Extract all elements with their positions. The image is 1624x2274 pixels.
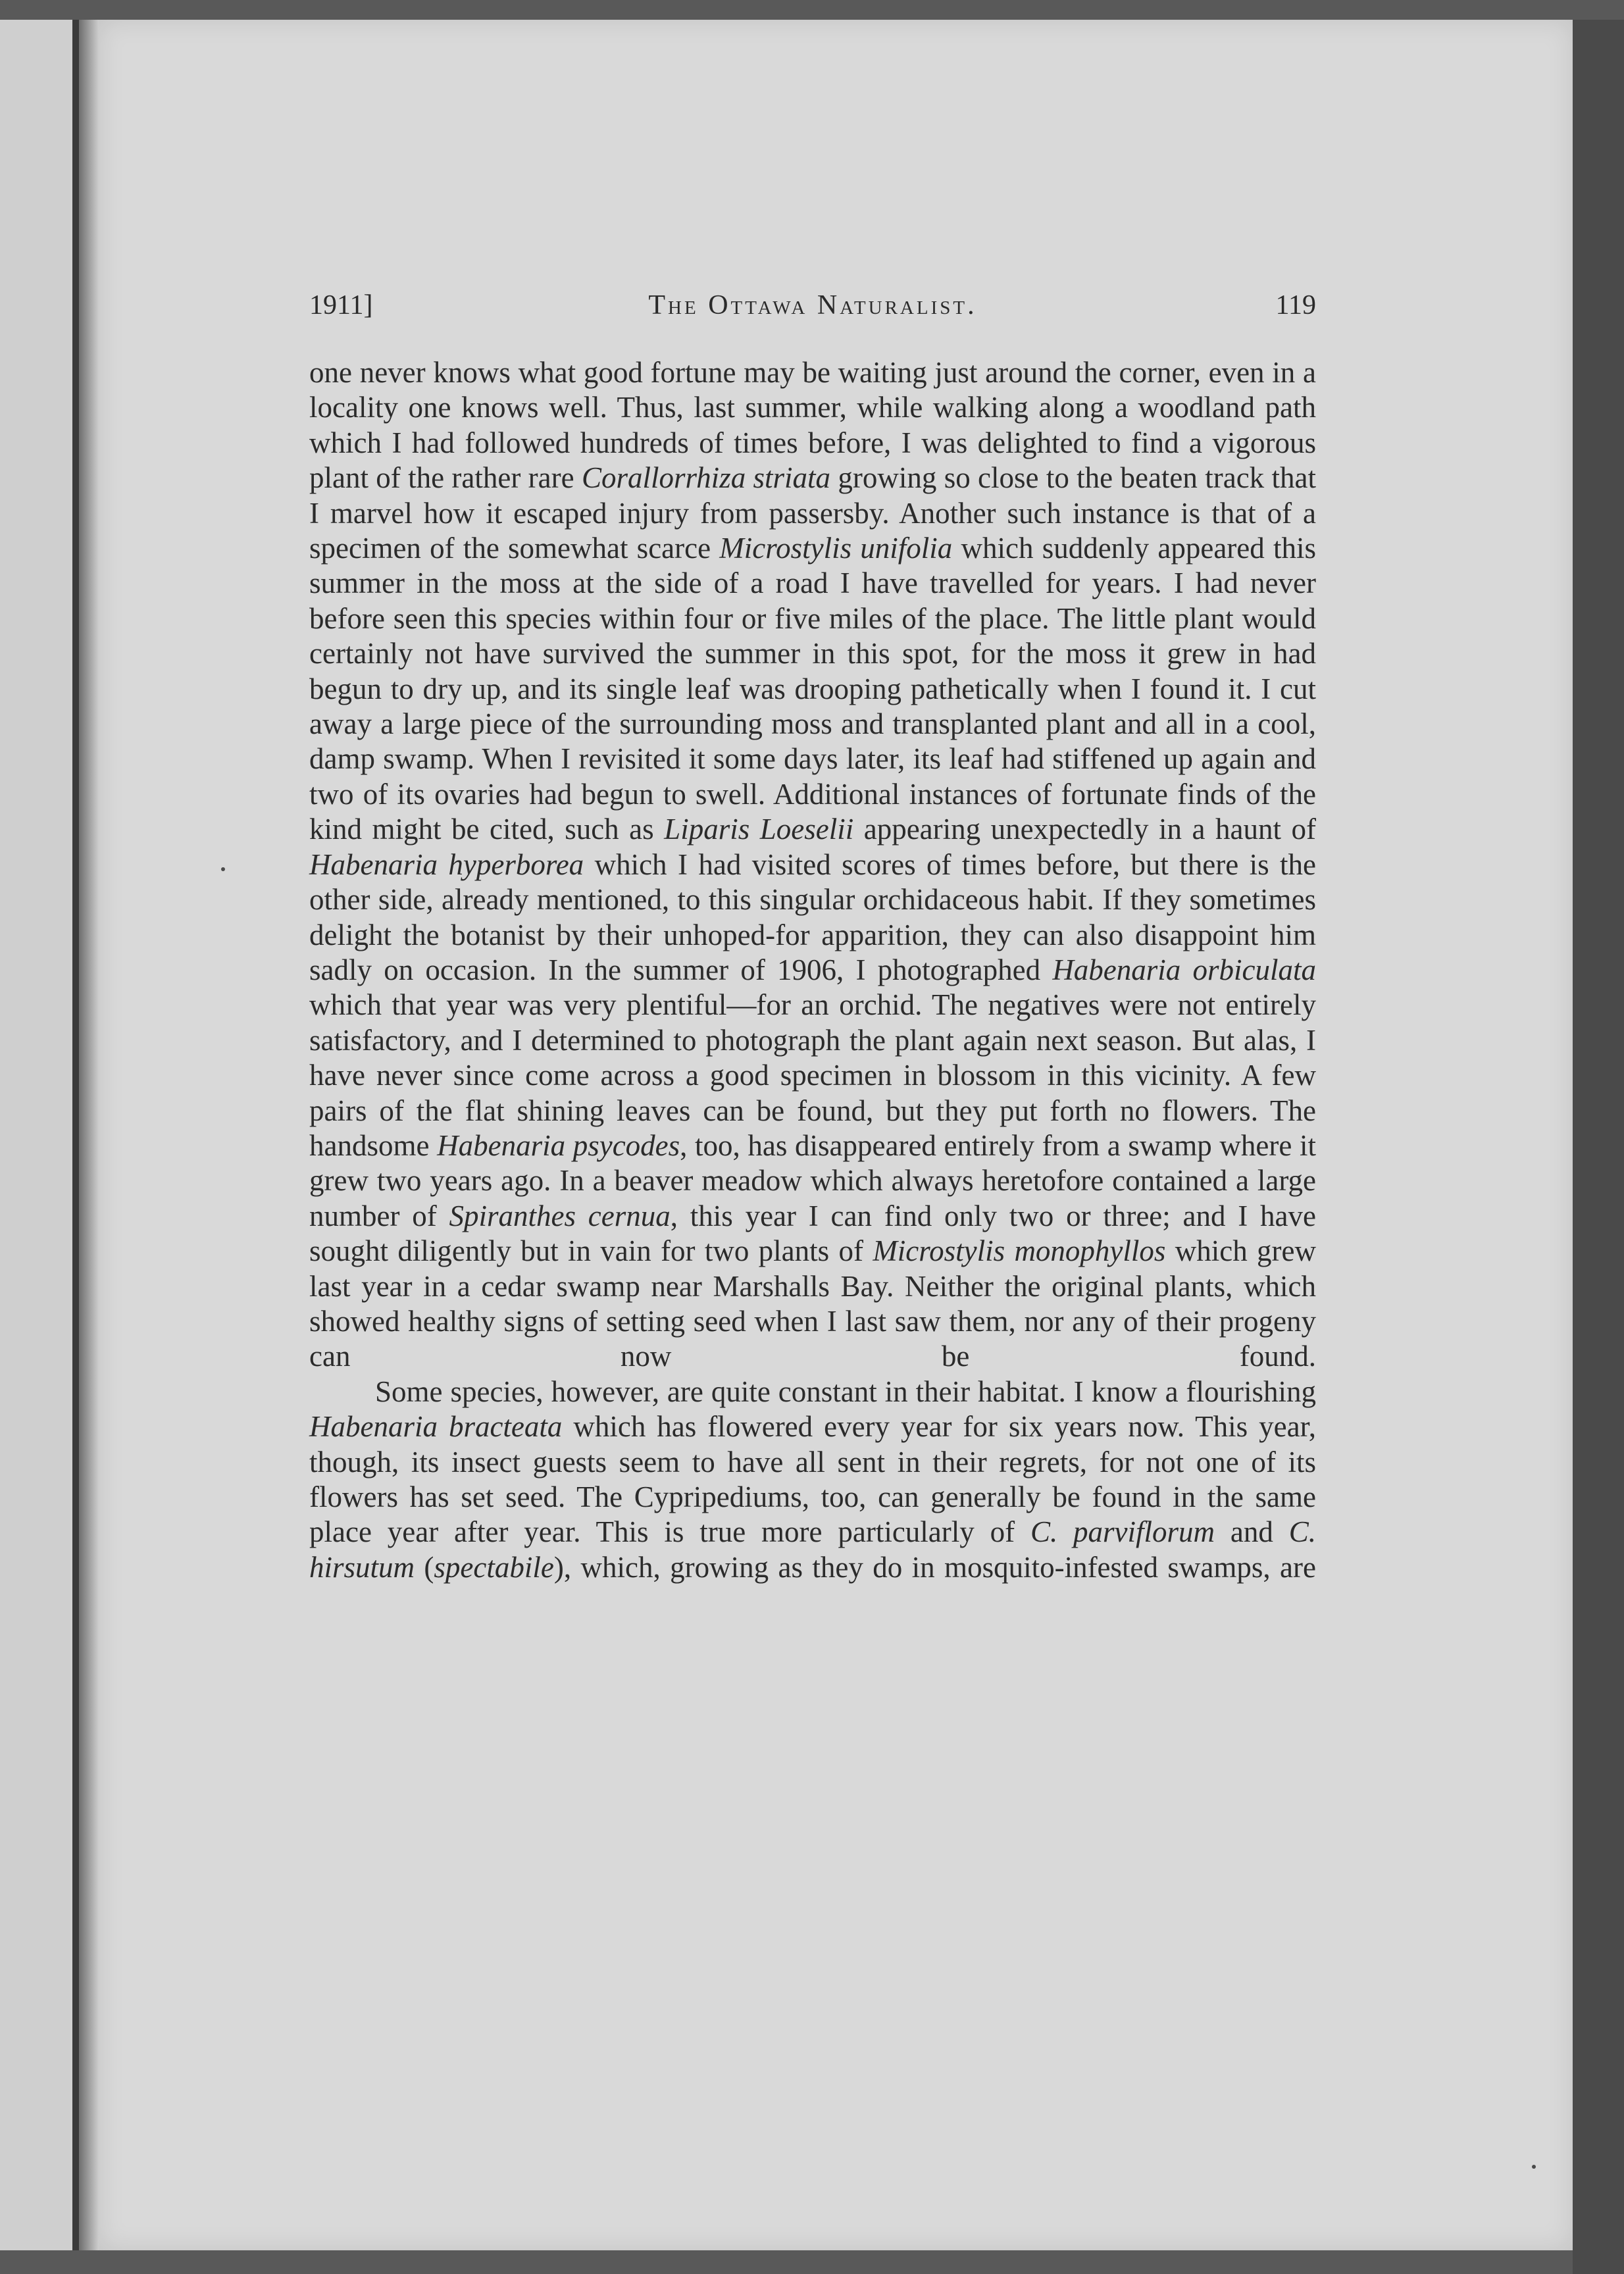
italic-species-name: Microstylis unifolia [719, 532, 953, 565]
italic-species-name: Habenaria orbiculata [1052, 953, 1316, 986]
italic-species-name: Habenaria hyperborea [309, 847, 584, 881]
journal-title: The Ottawa Naturalist. [648, 290, 977, 320]
italic-species-name: C. hirsutum [309, 1515, 1316, 1584]
page-right-border [1573, 20, 1624, 2274]
scan-speck [1532, 2165, 1536, 2169]
text-run: which has flowered every year for six years now. This year, though, its insect guests seem to have all sent in their regrets, for not one of its flowers has set seed. The Cypripediums, too, can generally be found in the same place year after year. This is true more particularly of [309, 1410, 1316, 1549]
text-run: which that year was very plentiful—for an orchid. The negatives were not entirely satisfactory, and I determined to photograph the plant again next season. But alas, I have never since come across a good specimen in blossom in this vicinity. A few pairs of the flat shining leaves can be found, but they put forth no flowers. The handsome [309, 988, 1316, 1162]
paragraph [309, 1375, 1316, 1585]
text-run: , this year I can find only two or three; and I have sought diligently but in vain for two plants of [309, 1199, 1316, 1268]
italic-species-name: Habenaria psycodes [437, 1128, 680, 1162]
text-run: which I had visited scores of times before, but there is the other side, already mentioned, to this singular orchidaceous habit. If they sometimes delight the botanist by their unhoped-for apparition, they can also disappoint him sadly on occasion. In the summer of 1906, I photographed [309, 847, 1316, 986]
italic-species-name: spectabile [434, 1550, 554, 1584]
paragraph [309, 355, 1316, 1375]
article-body [309, 355, 1316, 1585]
text-run: growing so close to the beaten track that I marvel how it escaped injury from passersby. Another such instance is that of a specimen of the somewhat scarce [309, 461, 1316, 565]
text-run: which suddenly appeared this summer in the moss at the side of a road I have travelled for years. I had never before seen this species within four or five miles of the place. The little plant would certainly not have survived the summer in this spot, for the moss it grew in had begun to dry up, and its single leaf was drooping pathetically when I found it. I cut away a large piece of the surrounding moss and transplanted plant and all in a cool, damp swamp. When I revisited it some days later, its leaf had stiffened up again and two of its ovaries had begun to swell. Additional instances of fortunate finds of the kind might be cited, such as [309, 532, 1316, 846]
italic-species-name: Spiranthes cernua [449, 1199, 671, 1232]
scan-speck [221, 867, 225, 871]
text-run: , too, has disappeared entirely from a swamp where it grew two years ago. In a beaver meadow which always heretofore contained a large number of [309, 1128, 1316, 1232]
text-run: Some species, however, are quite constant in their habitat. I know a flourishing [375, 1375, 1316, 1408]
italic-species-name: Corallorrhiza striata [581, 461, 831, 495]
text-run: appearing unexpectedly in a haunt of [853, 813, 1316, 846]
text-run: one never knows what good fortune may be waiting just around the corner, even in a locality one knows well. Thus, last summer, while walking along a woodland path which I had followed hundreds of times before, I was delighted to find a vigorous plant of the rather rare [309, 356, 1316, 495]
book-gutter [79, 20, 99, 2250]
header-year: 1911] [309, 290, 373, 320]
italic-species-name: Microstylis monophyllos [873, 1234, 1166, 1268]
text-run: ), which, growing as they do in mosquito-infested swamps, are [553, 1550, 1316, 1584]
italic-species-name: Habenaria bracteata [309, 1410, 563, 1444]
text-run: ( [415, 1550, 434, 1584]
text-run: which grew last year in a cedar swamp near Marshalls Bay. Neither the original plants, which showed healthy signs of setting seed when I last saw them, nor any of their progeny can now be found. [309, 1234, 1317, 1373]
italic-species-name: C. parviflorum [1030, 1515, 1215, 1549]
running-header [309, 290, 1316, 336]
facing-page-edge [0, 20, 79, 2250]
page-number: 119 [1275, 290, 1316, 320]
italic-species-name: Liparis Loeselii [664, 813, 854, 846]
text-run: and [1215, 1515, 1289, 1549]
